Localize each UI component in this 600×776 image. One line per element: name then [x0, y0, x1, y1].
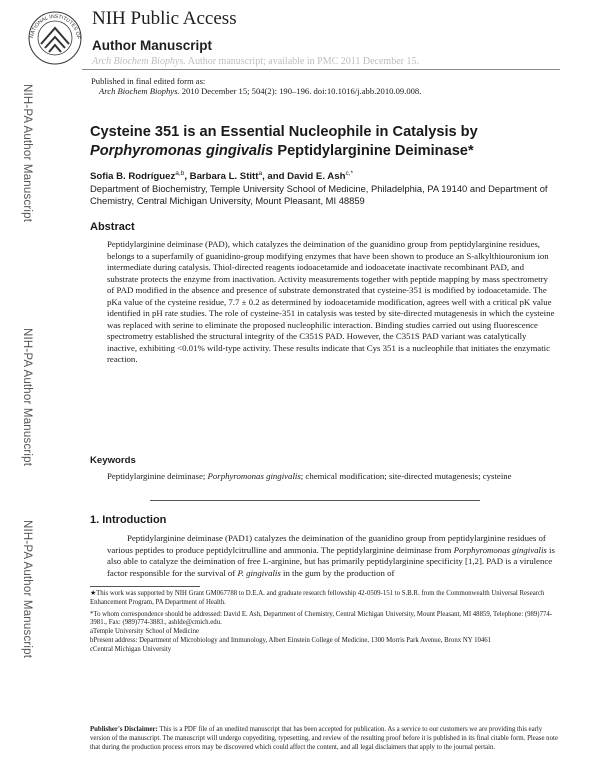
abstract-text: Peptidylarginine deiminase (PAD), which catalyzes the deimination of the guanidino group from peptidylarginine residues, belongs to a superfamily of guanidino-group modifying enzymes that have been shown to produce an S-alkylthiouronium ion intermediate during catalysis. Thiol-directed reagents iodoacetamide and iodoacetate inactivate recombinant PAD, and substrate protects the enzyme from inactivation. Activity measurements together with peptide mapping by mass spectrometry of PAD modified in the absence and presence of substrate demonstrated that cysteine-351 is modified by iodoacetamide. The pKa value of the cysteine residue, 7.7 ± 0.2 as determined by iodoacetamide modification, agrees well with a critical pK value identified in pH rate studies. The role of cysteine-351 in catalysis was tested by site-directed mutagenesis in which the cysteine was replaced with serine to eliminate the proposed nucleophilic interaction. Binding studies carried out using fluorescence spectrometry established the structural integrity of the C351S PAD. However, the C351S PAD variant was catalytically inactive, exhibiting <0.01% wild-type activity. These results indicate that Cys 351 is a nucleophile that initiates the enzymatic reaction.: [107, 239, 555, 364]
nih-logo: [27, 10, 83, 66]
section-divider: [150, 500, 480, 501]
author-name: Sofia B. Rodríguez: [90, 171, 176, 183]
published-in-label: Published in final edited form as:: [91, 76, 206, 86]
introduction-heading: 1. Introduction: [90, 514, 167, 526]
author-list: Sofia B. Rodríguez$^{a,b}$, Barbara L. Stitt$^a$, and David E. Ash$^{c,*}$: [90, 170, 354, 183]
article-title: Cysteine 351 is an Essential Nucleophile in Catalysis by Porphyromonas gingivalis Peptidylarginine Deiminase*: [90, 124, 478, 159]
footnotes: [90, 590, 560, 655]
author-name: Barbara L. Stitt: [189, 171, 259, 183]
footnote-rule: [90, 586, 200, 587]
publisher-disclaimer: Publisher's Disclaimer: This is a PDF file of an unedited manuscript that has been accepted for publication. As a service to our customers we are providing this early version of the manuscript. The manuscript will undergo copyediting, typesetting, and review of the resulting proof before it is published in its final citable form. Please note that during the production process errors may be discovered which could affect the content, and all legal disclaimers that apply to the journal pertain.: [90, 726, 558, 751]
author-name: David E. Ash: [287, 171, 346, 183]
introduction-text: Peptidylarginine deiminase (PAD1) catalyzes the deimination of the guanidino group from peptidylarginine residues of various peptides to produce peptidylcitrulline and ammonia. The peptidylarginine deiminase from Porphyromonas gingivalis is also able to catalyze the deimination of free L-arginine, but has primarily peptidylarginine specificity [1,2]. PAD is a virulence factor responsible for the survival of P. gingivalis in the gum by the production of: [107, 533, 555, 578]
svg-text:NATIONAL INSTITUTES OF HEALTH: [27, 10, 81, 41]
citation-line: Arch Biochem Biophys. 2010 December 15; 504(2): 190–196. doi:10.1016/j.abb.2010.09.008.: [99, 86, 422, 96]
keywords-heading: Keywords: [90, 455, 136, 466]
footnote-affil-a: aTemple University School of Medicine: [90, 628, 200, 636]
logo-ring-text: NATIONAL INSTITUTES OF: [29, 13, 82, 40]
header-rule: [82, 69, 560, 70]
sidebar-label-1: NIH-PA Author Manuscript: [21, 84, 33, 223]
footnote-correspondence: *To whom correspondence should be addressed: David E. Ash, Department of Chemistry, Central Michigan University, Mount Pleasant, MI 48859, Telephone: (989)774-3981., Fax: (989)774-3883., ashlde@cmich.edu.: [90, 610, 553, 627]
abstract-heading: Abstract: [90, 221, 135, 233]
footnote-funding: ★This work was supported by NIH Grant GM067788 to D.E.A. and graduate research fellowship 42-0509-151 to S.B.R. from the Commonwealth Universal Research Enhancement Program, PA Department of Health.: [90, 590, 545, 606]
sidebar-label-3: NIH-PA Author Manuscript: [21, 520, 33, 659]
keywords-text: Peptidylarginine deiminase; Porphyromonas gingivalis; chemical modification; site-directed mutagenesis; cysteine: [107, 471, 512, 481]
nih-public-access-title: NIH Public Access: [92, 8, 237, 29]
footnote-affil-c: cCentral Michigan University: [90, 645, 172, 653]
journal-availability-note: Arch Biochem Biophys. Author manuscript; available in PMC 2011 December 15.: [92, 56, 419, 67]
affiliation: Department of Biochemistry, Temple University School of Medicine, Philadelphia, PA 19140 and Department of Chemistry, Central Michigan University, Mount Pleasant, MI 48859: [90, 183, 548, 206]
footnote-affil-b: bPresent address: Department of Microbiology and Immunology, Albert Einstein College of Medicine, 1300 Morris Park Avenue, Bronx NY 10461: [90, 636, 492, 644]
sidebar-label-2: NIH-PA Author Manuscript: [21, 328, 33, 467]
author-manuscript-label: Author Manuscript: [92, 38, 212, 53]
